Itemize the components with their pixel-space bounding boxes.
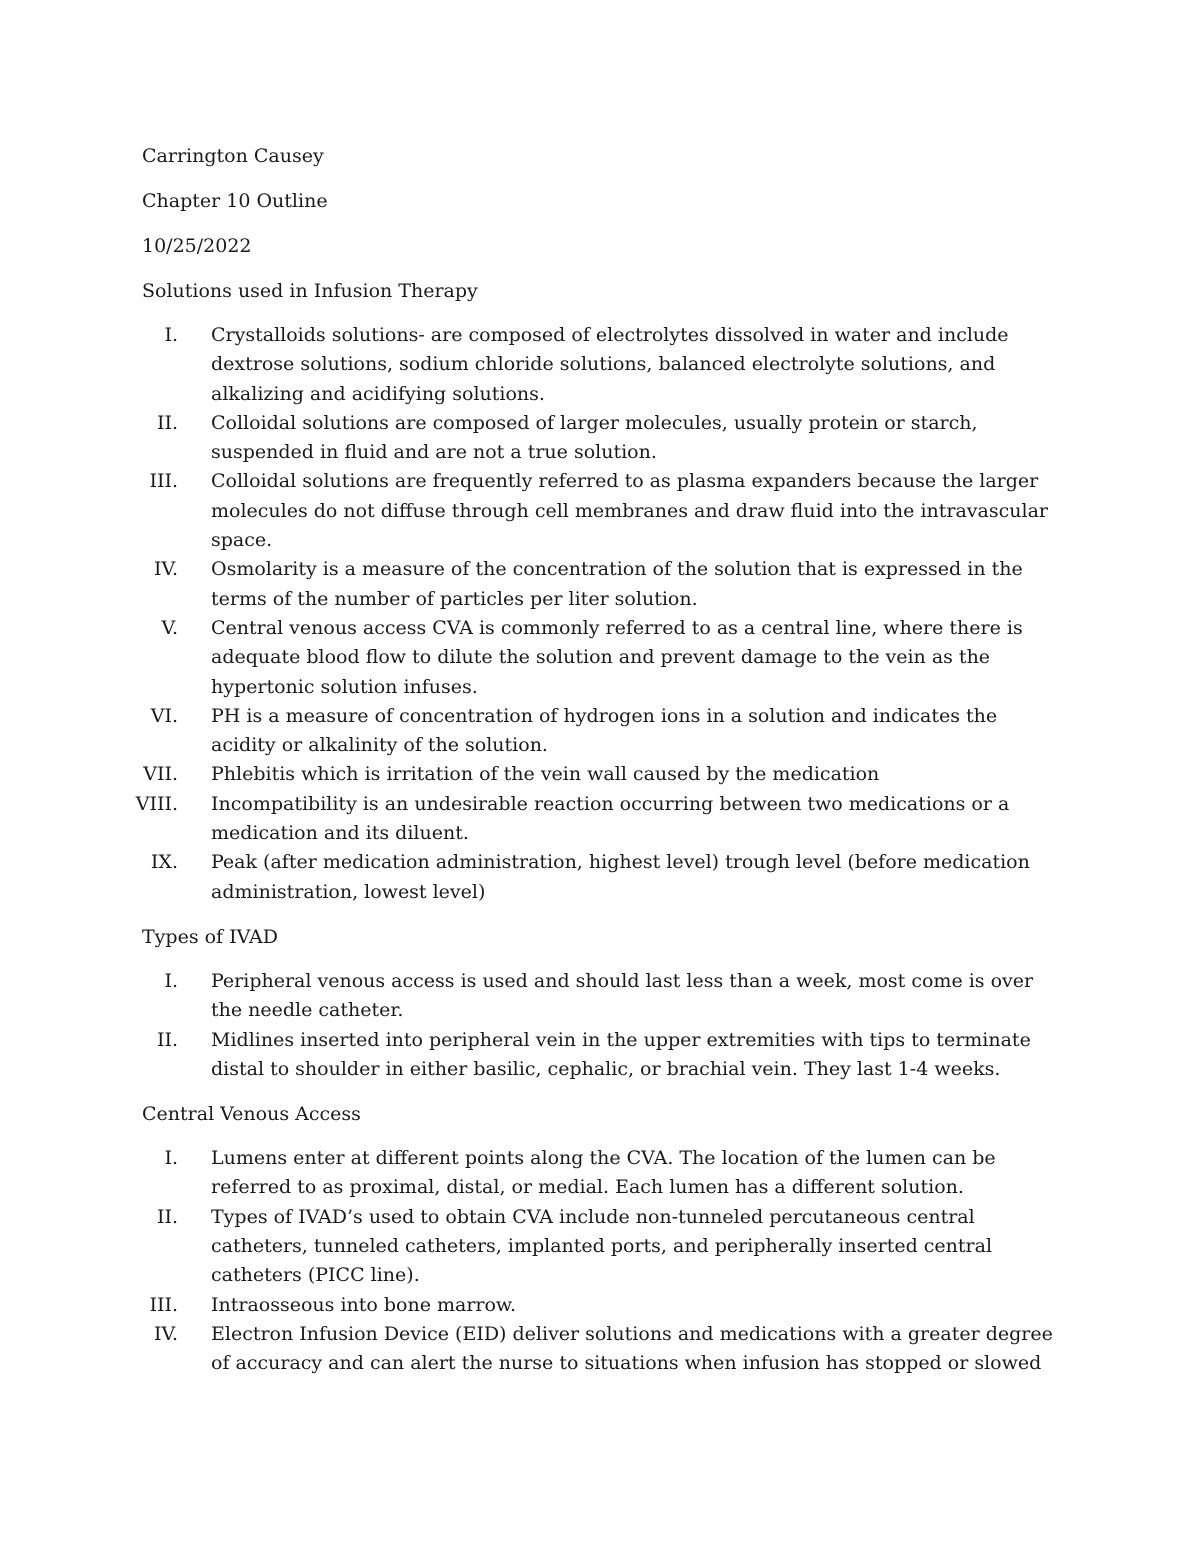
list-item-text: Peripheral venous access is used and should last less than a week, most come is over the needle catheter.	[211, 969, 1034, 1022]
list-item	[142, 555, 1062, 614]
outline-list-solutions	[135, 321, 1062, 907]
list-item-number: III.	[149, 1293, 178, 1316]
list-item-number: IV.	[154, 558, 178, 581]
section-heading-solutions: Solutions used in Infusion Therapy	[142, 280, 478, 302]
list-item	[142, 702, 1062, 761]
list-item-text: Colloidal solutions are composed of larger molecules, usually protein or starch, suspended in fluid and are not a true solution.	[211, 411, 978, 464]
list-item-text: Osmolarity is a measure of the concentration of the solution that is expressed in the terms of the number of particles per liter solution.	[211, 558, 1023, 610]
list-item-text: PH is a measure of concentration of hydrogen ions in a solution and indicates the acidity or alkalinity of the solution.	[211, 704, 998, 757]
list-item	[142, 848, 1062, 907]
list-item	[142, 1026, 1062, 1085]
list-item-text: Midlines inserted into peripheral vein in the upper extremities with tips to terminate distal to shoulder in either basilic, cephalic, or brachial vein. They last 1-4 weeks.	[211, 1028, 1031, 1080]
list-item	[142, 967, 1062, 1026]
list-item-number: II.	[156, 411, 178, 434]
list-item-text: Colloidal solutions are frequently referred to as plasma expanders because the larger molecules do not diffuse through cell membranes and draw fluid into the intravascular space.	[211, 470, 1048, 552]
list-item-text: Electron Infusion Device (EID) deliver solutions and medications with a greater degree of accuracy and can alert the nurse to situations when infusion has stopped or slowed	[211, 1322, 1053, 1375]
list-item	[142, 1320, 1062, 1379]
list-item	[142, 467, 1062, 555]
list-item-number: IV.	[154, 1322, 178, 1345]
list-item	[142, 1203, 1062, 1291]
list-item-text: Intraosseous into bone marrow.	[211, 1293, 516, 1316]
list-item	[142, 409, 1062, 468]
list-item	[142, 760, 1062, 789]
list-item	[142, 614, 1062, 702]
document-body	[135, 141, 1062, 1394]
list-item	[142, 321, 1062, 409]
list-item-number: VIII.	[135, 792, 178, 815]
list-item-text: Lumens enter at different points along the CVA. The location of the lumen can be referred to as proximal, distal, or medial. Each lumen has a different solution.	[211, 1147, 996, 1199]
outline-list-ivad-types	[142, 967, 1062, 1084]
list-item-number: IX.	[150, 851, 178, 874]
list-item-text: Phlebitis which is irritation of the vein wall caused by the medication	[211, 763, 880, 786]
list-item-number: II.	[156, 1028, 178, 1051]
list-item-text: Peak (after medication administration, highest level) trough level (before medication administration, lowest level)	[211, 851, 1030, 903]
list-item-text: Crystalloids solutions- are composed of electrolytes dissolved in water and include dextrose solutions, sodium chloride solutions, balanced electrolyte solutions, and alkalizing and acidifying solutions.	[211, 324, 1009, 405]
list-item-text: Incompatibility is an undesirable reaction occurring between two medications or a medication and its diluent.	[211, 792, 1010, 845]
list-item	[135, 790, 1062, 849]
list-item-number: VI.	[150, 704, 178, 727]
document-title: Chapter 10 Outline	[142, 190, 328, 212]
document-date: 10/25/2022	[142, 235, 252, 257]
section-heading-central-venous-access: Central Venous Access	[142, 1103, 361, 1126]
list-item-number: I.	[164, 1147, 178, 1170]
section-heading-ivad-types: Types of IVAD	[142, 925, 279, 948]
list-item-number: I.	[164, 969, 178, 992]
list-item-text: Central venous access CVA is commonly referred to as a central line, where there is adequate blood flow to dilute the solution and prevent damage to the vein as the hypertonic solution infuses.	[211, 616, 1023, 698]
list-item	[142, 1291, 1062, 1320]
list-item-number: II.	[156, 1205, 178, 1228]
outline-list-central-venous-access	[142, 1144, 1062, 1378]
list-item-text: Types of IVAD’s used to obtain CVA include non-tunneled percutaneous central catheters, tunneled catheters, implanted ports, and peripherally inserted central catheters (PICC line).	[211, 1205, 993, 1287]
list-item-number: VII.	[143, 763, 178, 786]
list-item-number: I.	[164, 324, 178, 346]
list-item-number: V.	[161, 616, 178, 639]
list-item-number: III.	[149, 470, 178, 493]
author-name: Carrington Causey	[142, 145, 324, 167]
list-item	[142, 1144, 1062, 1203]
